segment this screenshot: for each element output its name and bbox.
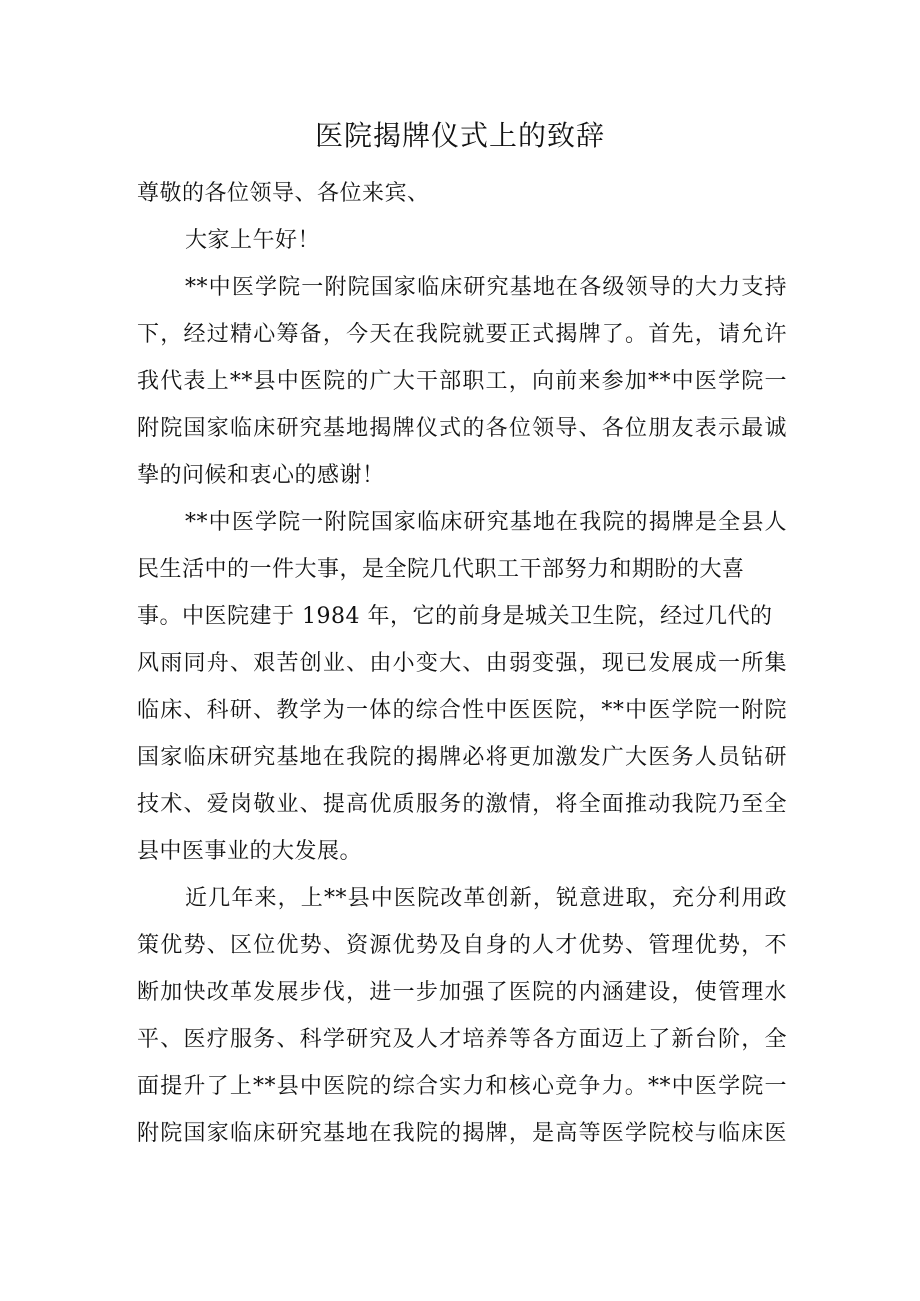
paragraph-2-line-8: 县中医事业的大发展。 — [137, 839, 363, 864]
document-title: 医院揭牌仪式上的致辞 — [314, 119, 605, 152]
paragraph-3-line-3: 断加快改革发展步伐，进一步加强了医院的内涵建设，使管理水 — [137, 980, 787, 1005]
paragraph-1-line-5: 挚的问候和衷心的感谢！ — [137, 463, 385, 488]
paragraph-2-line-2: 民生活中的一件大事，是全院几代职工干部努力和期盼的大喜 — [137, 557, 745, 582]
paragraph-3-line-2: 策优势、区位优势、资源优势及自身的人才优势、管理优势，不 — [137, 933, 787, 958]
paragraph-3-line-6: 附院国家临床研究基地在我院的揭牌，是高等医学院校与临床医 — [137, 1121, 787, 1146]
paragraph-2-line-4: 风雨同舟、艰苦创业、由小变大、由弱变强，现已发展成一所集 — [137, 651, 787, 676]
paragraph-1-line-4: 附院国家临床研究基地揭牌仪式的各位领导、各位朋友表示最诚 — [137, 416, 787, 441]
greeting-line: 大家上午好！ — [185, 228, 321, 253]
paragraph-1-line-2: 下，经过精心筹备，今天在我院就要正式揭牌了。首先，请允许 — [137, 322, 787, 347]
paragraph-3-line-4: 平、医疗服务、科学研究及人才培养等各方面迈上了新台阶，全 — [137, 1027, 787, 1052]
paragraph-2-line-1: **中医学院一附院国家临床研究基地在我院的揭牌是全县人 — [185, 510, 787, 535]
paragraph-3-line-1: 近几年来，上**县中医院改革创新，锐意进取，充分利用政 — [185, 886, 787, 911]
paragraph-2-line-5: 临床、科研、教学为一体的综合性中医医院，**中医学院一附院 — [137, 698, 787, 723]
salutation-line: 尊敬的各位领导、各位来宾、 — [137, 181, 430, 206]
paragraph-3-line-5: 面提升了上**县中医院的综合实力和核心竞争力。**中医学院一 — [137, 1074, 787, 1099]
paragraph-1-line-1: **中医学院一附院国家临床研究基地在各级领导的大力支持 — [185, 275, 787, 300]
paragraph-2-line-7: 技术、爱岗敬业、提高优质服务的激情，将全面推动我院乃至全 — [137, 792, 787, 817]
document-body — [137, 170, 787, 1157]
paragraph-2-line-6: 国家临床研究基地在我院的揭牌必将更加激发广大医务人员钻研 — [137, 745, 787, 770]
paragraph-2-line-3: 事。中医院建于 1984 年，它的前身是城关卫生院，经过几代的 — [137, 604, 773, 629]
paragraph-1-line-3: 我代表上**县中医院的广大干部职工，向前来参加**中医学院一 — [137, 369, 787, 394]
